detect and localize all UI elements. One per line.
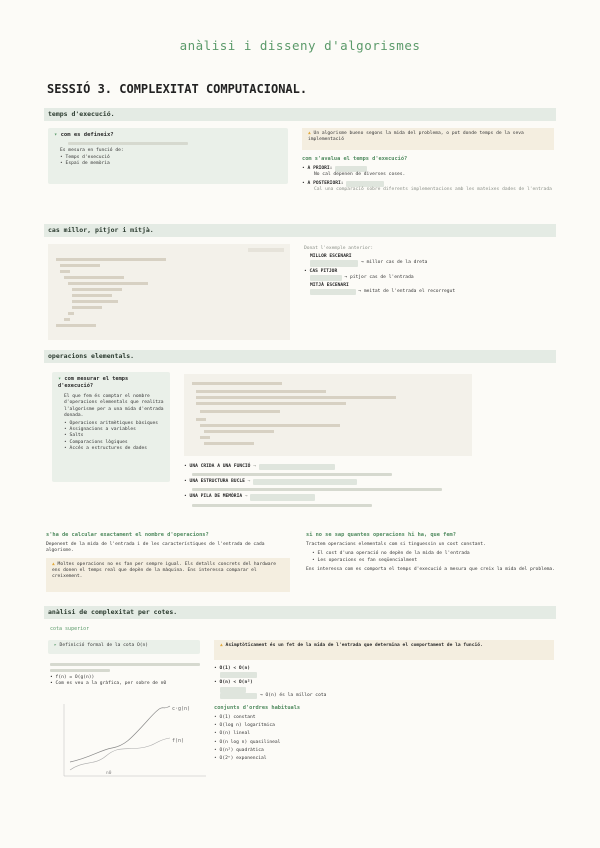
placeholder-line [192,473,392,476]
bounds-left [50,660,210,687]
placeholder-line [50,663,200,666]
definition-box: ▸ Definició formal de la cota O(n) [48,640,200,654]
measure-card [52,372,170,482]
measure-desc: El que fem és comptar el nombre d'operacions elementals que realitza l'algorisme per a una mida d'entrada donada. [64,394,164,418]
elementary-bullets [184,464,554,510]
subtitle-upper-bound: cota superior [50,626,90,632]
exact-count-question: s'ha de calcular exactament el nombre d'operacions? [46,532,209,538]
section-heading-bounds [44,606,556,619]
case-label: MILLOR ESCENARI [310,254,352,260]
list-item: • Com es veu a la gràfica, per sobre de n0 [50,681,167,687]
evaluation-question: com s'avalua el temps d'execució? [302,156,408,162]
bounds-graph [60,700,210,780]
case-row: → meitat de l'entrada el recorregut [304,289,554,295]
curve-label-upper: c·g(n) [172,706,191,712]
list-item: • Assignacions a variables [64,427,164,433]
case-label: MITJÀ ESCENARI [310,282,349,288]
lower-curve [70,738,170,770]
list-item: • O(n log n) quasilineal [214,740,554,746]
bounds-right [214,666,554,764]
section-heading-elementary-ops [44,350,556,363]
section-heading-label: anàlisi de complexitat per cotes. [48,608,178,616]
curve-label-lower: f(n) [172,738,185,744]
list-subtext: No cal depenen de diverses coses. [314,172,406,178]
code-lines [184,374,472,456]
unknown-ops-question: si no se sap quantes operacions hi ha, que fem? [306,532,456,538]
session-title: SESSIÓ 3. COMPLEXITAT COMPUTACIONAL. [47,82,308,96]
list-item: • El cost d'una operació no depèn de la mida de l'entrada [312,551,556,557]
list-item: • f(n) = O(g(n)) [50,675,95,680]
chevron-down-icon: ▾ [54,132,61,138]
measure-question: ▾ com mesurar el temps d'execució? [58,376,129,390]
definition-question: ▾ com es defineix? [54,132,114,138]
orders-title: conjunts d'ordres habituals [214,704,301,711]
warning-icon: ▲ [52,562,58,567]
list-item: • O(n) lineal [214,731,554,737]
list-item: • O(1) < O(n) [214,666,250,671]
placeholder-line [68,142,188,145]
warning-callout [46,558,290,592]
list-item: • O(log n) logarítmica [214,723,554,729]
note-callout [302,128,554,150]
list-item: • Les operacions es fan seqüencialment [312,558,556,564]
upper-curve [70,706,170,762]
placeholder-line [50,669,110,672]
warning-text: Moltes operacions no es fan per sempre igual. Els detalls concrets del hardware ens donen el temps real que depèn de la màquina. Ens interessa comparar el creixement. [52,562,277,580]
list-item: • Operacions aritmètiques bàsiques [64,421,164,427]
chevron-down-icon: ▾ [58,376,65,382]
tag-row [214,672,554,678]
list-item: • UNA CRIDA A UNA FUNCIÓ → [184,464,554,470]
section-heading-label: temps d'execució. [48,110,115,118]
section-heading-label: cas millor, pitjor i mitjà. [48,226,154,234]
tag-row: → O(n) és la millor cota [214,693,554,699]
warning-icon: ▲ [308,131,314,136]
evaluation-block [302,156,554,193]
warning-callout [214,640,554,660]
warning-text: Asimptòticament és un fet de la mida de l'entrada que determina el comportament de la funció. [225,643,483,648]
unknown-ops-footer: Ens interessa com es comporta el temps d'execució a mesura que creix la mida del problema. [306,566,555,572]
list-item: • Accés a estructures de dades [64,446,164,452]
list-item: • A POSTERIORI: [302,181,554,187]
code-lines [48,244,290,340]
case-row: → millor cas de la dreta [304,260,554,266]
placeholder-line [192,504,372,507]
list-item: • Salts [64,433,164,439]
list-item: • O(n²) quadràtica [214,748,554,754]
list-item: • A PRIORI: [302,166,554,172]
list-item: • UNA PILA DE MEMÒRIA → [184,494,554,500]
list-item: • Espai de memòria [60,161,282,167]
cases-block [304,246,554,295]
exact-count-text: Depenent de la mida de l'entrada i de les característiques de l'entrada de cada algorisme. [46,542,265,554]
section-heading-execution-time [44,108,556,121]
tag [346,181,383,187]
case-label: • CAS PITJOR [304,268,338,274]
list-item: • Comparacions lògiques [64,440,164,446]
list-item: • UNA ESTRUCTURA BUCLE → [184,479,554,485]
code-block [48,244,290,340]
chevron-right-icon: ▸ [54,643,60,648]
list-item: • O(1) constant [214,715,554,721]
code-block [184,374,472,456]
list-item: • O(2ⁿ) exponencial [214,756,554,762]
case-row: → pitjor cas de l'entrada [304,275,554,281]
unknown-ops-block [306,532,556,573]
warning-icon: ▲ [220,643,226,648]
section-heading-label: operacions elementals. [48,352,135,360]
document-title: anàlisi i disseny d'algorismes [179,38,421,53]
section-heading-cases [44,224,556,237]
placeholder-line [192,488,442,491]
definition-card [48,128,288,184]
exact-count-block [46,532,290,555]
definition-desc: Es mesura en funció de: [60,148,124,154]
note-text: Un algorisme bueno segons la mida del problema, o pot donde temps de la seva implementació [308,131,524,143]
list-item: • O(n) < O(n²) [214,680,253,686]
list-subtext: Cal una comparació sobre diferents implementacions amb les mateixes dades de l'entrada [314,186,552,192]
n0-label: n0 [106,771,112,776]
unknown-ops-text: Tractem operacions elementals com si tinguessin un cost constant. [306,542,486,548]
list-item: • Temps d'execució [60,155,282,161]
cases-title: Donat l'exemple anterior: [304,246,374,251]
